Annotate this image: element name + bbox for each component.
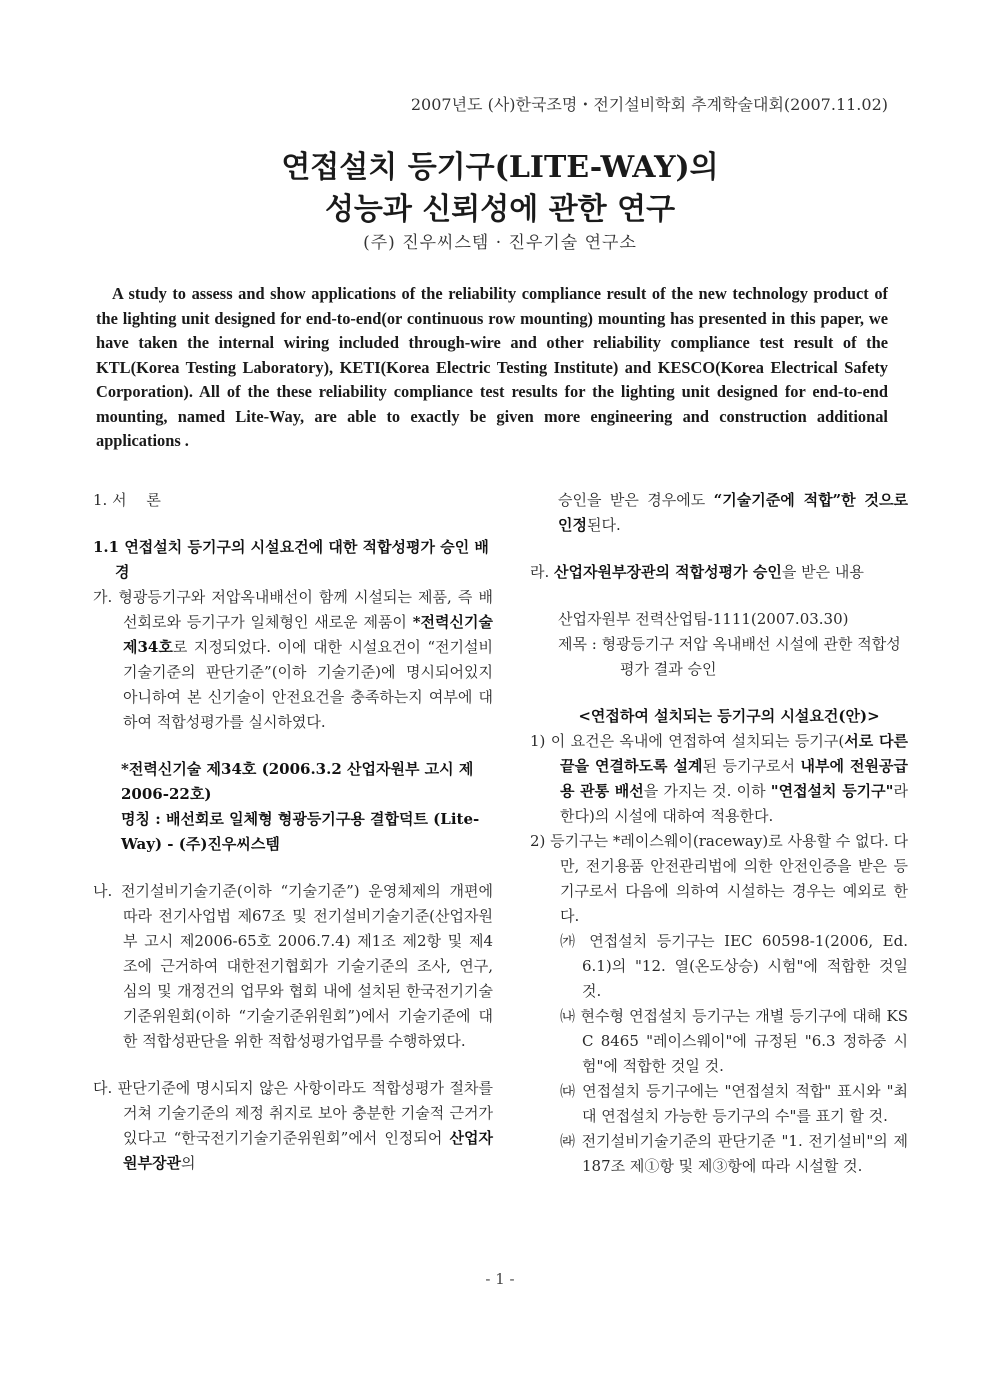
r1-bold-2: 내부에 전원공급용 관통 배선 — [560, 757, 908, 800]
right-column — [530, 488, 908, 1179]
page-number: - 1 - — [485, 1270, 515, 1288]
conference-header: 2007년도 (사)한국조명・전기설비학회 추계학술대회(2007.11.02) — [410, 95, 888, 114]
subsection-title-text: 1.1 연접설치 등기구의 시설요건에 대한 적합성평가 승인 배경 — [93, 538, 489, 581]
r1-text-d: 을 가지는 것. 이하 — [643, 782, 771, 800]
footnote-name — [93, 807, 493, 857]
paragraph-ga-text2: 로 지정되었다. 이에 대한 시설요건이 “전기설비기술기준의 판단기준”(이하 기술기준)에 명시되어있지 아니하여 본 신기술이 안전요건을 충족하는지 여부에 대하여 적합성평가를 실시하였다. — [123, 638, 493, 731]
paragraph-da-bold: 산업자원부장관 — [123, 1129, 493, 1172]
requirement-1 — [530, 729, 908, 829]
footnote-tech-line2: 명칭 : 배선회로 일체형 형광등기구용 결합덕트 (Lite-Way) - (주)진우씨스템 — [121, 810, 480, 853]
requirement-2-na: ㈏ 현수형 연접설치 등기구는 개별 등기구에 대해 KS C 8465 "레이스웨이"에 규정된 "6.3 정하중 시험"에 적합한 것일 것. — [560, 1007, 908, 1075]
paragraph-da-continued — [530, 488, 908, 538]
paragraph-ra — [530, 560, 908, 585]
requirements-heading — [530, 704, 908, 729]
paragraph-da — [93, 1076, 493, 1176]
affiliation: (주) 진우씨스템 · 진우기술 연구소 — [363, 233, 637, 253]
paragraph-da-text1: 다. 판단기준에 명시되지 않은 사항이라도 적합성평가 절차를 거쳐 기술기준의 제정 취지로 보아 충분한 기술적 근거가 있다고 “한국전기기술기준위원회”에서 인정되어 — [93, 1079, 493, 1147]
abstract — [96, 282, 888, 450]
paragraph-na: 나. 전기설비기술기준(이하 “기술기준”) 운영체제의 개편에 따라 전기사업법 제67조 및 전기설비기술기준(산업자원부 고시 제2006-65호 2006.7.4) 제1조 제2항 및 제4조에 근거하여 대한전기협회가 기술기준의 조사, 연구, 심의 및 개정건의 업무와 협회 내에 설치된 한국전기기술기준위원회(이하 “기술기준위원회”)에서 기술기준에 대한 적합성판단을 위한 적합성평가업무를 수행하였다. — [93, 882, 493, 1050]
requirement-2-ga: ㈎ 연접설치 등기구는 IEC 60598-1(2006, Ed. 6.1)의 "12. 열(온도상승) 시험"에 적합한 것일 것. — [560, 932, 908, 1000]
left-column — [93, 488, 493, 1176]
requirement-2-ra: ㈑ 전기설비기술기준의 판단기준 "1. 전기설비"의 제187조 제①항 및 제③항에 따라 시설할 것. — [560, 1132, 908, 1175]
section-title: 1. 서 론 — [93, 491, 161, 509]
ra-suffix: 을 받은 내용 — [781, 563, 864, 581]
ra-bold: 산업자원부장관의 적합성평가 승인 — [554, 563, 782, 581]
paragraph-ga-bold: *전력신기술 제34호 — [123, 613, 493, 656]
paragraph-da-text2: 의 — [180, 1154, 196, 1172]
approval-doc-number: 산업자원부 전력산업팀-1111(2007.03.30) — [558, 610, 849, 628]
cont-bold: “기술기준에 적합”한 것으로 인정 — [558, 491, 909, 534]
paragraph-ga-text1: 가. 형광등기구와 저압옥내배선이 함께 시설되는 제품, 즉 배선회로와 등기구가 일체형인 새로운 제품이 — [93, 588, 493, 631]
abstract-text: A study to assess and show applications of the reliability compliance result of the new technology product of the lighting unit designed for end-to-end(or continuous row mounting) mounting has presented in this paper, we have taken the internal wiring included through-wire and other reliability compliance test result of the KTL(Korea Testing Laboratory), KETI(Korea Electric Testing Institute) and KESCO(Korea Electrical Safety Corporation). All of the these reliability compliance test results for the lighting unit designed for end-to-end mounting, named Lite-Way, are able to exactly be given more engineering and construction additional applications . — [96, 284, 888, 450]
requirement-2-da: ㈐ 연접설치 등기구에는 "연접설치 적합" 표시와 "최대 연접설치 가능한 등기구의 수"를 표기 할 것. — [560, 1082, 908, 1125]
r1-text-c: 된 등기구로서 — [702, 757, 801, 775]
r1-bold-3: "연접설치 등기구" — [770, 782, 894, 800]
ra-prefix: 라. — [530, 563, 555, 581]
paragraph-ga — [93, 585, 493, 735]
paper-title-line1: 연접설치 등기구(LITE-WAY)의 — [281, 150, 719, 185]
subsection-title — [93, 535, 493, 585]
requirement-2: 2) 등기구는 *레이스웨이(raceway)로 사용할 수 없다. 다만, 전기용품 안전관리법에 의한 안전인증을 받은 등기구로서 다음에 의하여 시설하는 경우는 예외로 한다. — [530, 832, 908, 925]
requirements-heading-text: <연접하여 설치되는 등기구의 시설요건(안)> — [578, 707, 880, 725]
r1-text-e: 라 한다)의 시설에 대하여 적용한다. — [560, 782, 908, 825]
approval-doc-title: 제목 : 형광등기구 저압 옥내배선 시설에 관한 적합성평가 결과 승인 — [558, 635, 901, 678]
r1-bold-1: 서로 다른 끝을 연결하도록 설계 — [560, 732, 908, 775]
footnote-tech-line1: *전력신기술 제34호 (2006.3.2 산업자원부 고시 제2006-22호) — [121, 760, 474, 803]
cont-text1: 승인을 받은 경우에도 — [558, 491, 714, 509]
r1-text-a: 1) 이 요건은 옥내에 연접하여 설치되는 등기구( — [530, 732, 845, 750]
paper-title-line2: 성능과 신뢰성에 관한 연구 — [324, 192, 676, 227]
cont-text2: 된다. — [586, 516, 621, 534]
footnote-tech — [93, 757, 493, 807]
